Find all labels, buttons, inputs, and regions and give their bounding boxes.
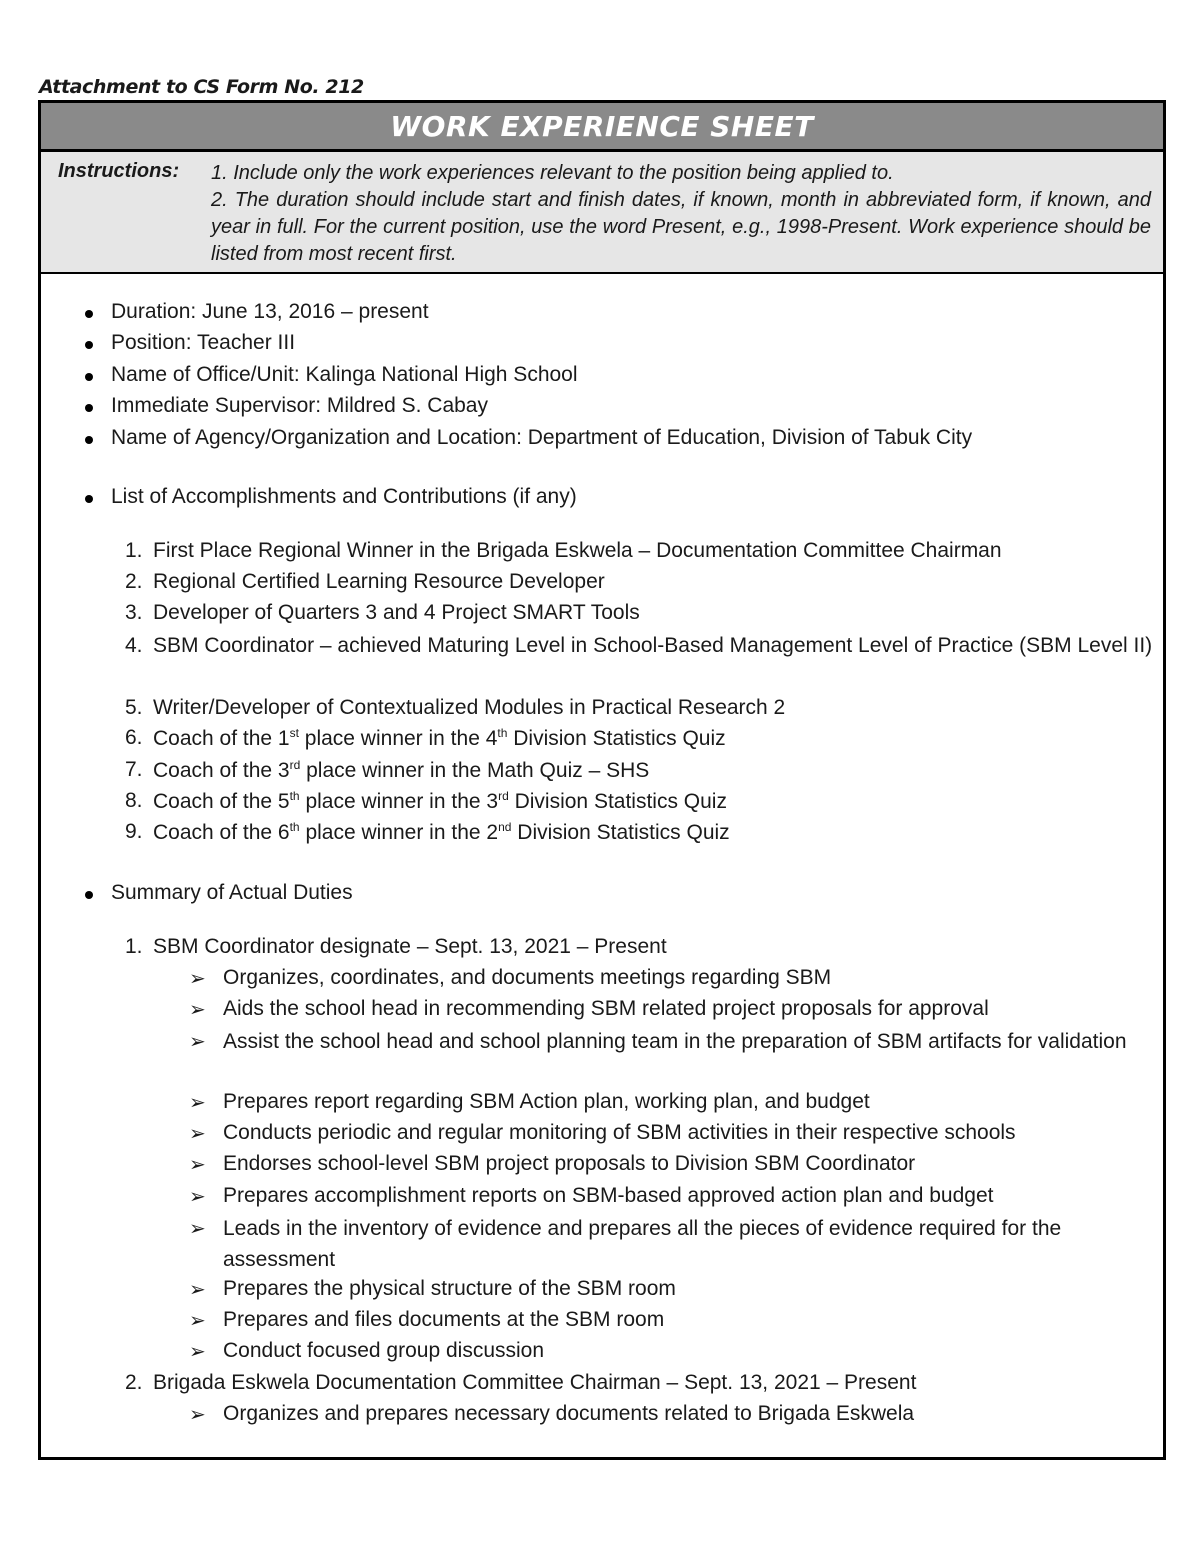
attachment-label: Attachment to CS Form No. 212 <box>39 76 364 98</box>
duty-task: ➢ Prepares the physical structure of the SBM room <box>223 1277 1153 1301</box>
duty-role: 2. Brigada Eskwela Documentation Committee Chairman – Sept. 13, 2021 – Present <box>125 1371 917 1394</box>
accomplishment-item: 9. Coach of the 6th place winner in the 2nd Division Statistics Quiz <box>125 820 730 844</box>
work-experience-sheet <box>38 100 1166 1460</box>
duty-role: 1. SBM Coordinator designate – Sept. 13, 2021 – Present <box>125 935 667 958</box>
duration-item: Duration: June 13, 2016 – present <box>111 300 429 323</box>
duty-task: ➢ Conducts periodic and regular monitoring of SBM activities in their respective schools <box>223 1121 1153 1145</box>
agency-item: Name of Agency/Organization and Location: Department of Education, Division of Tabuk City <box>111 426 973 449</box>
sheet-title: WORK EXPERIENCE SHEET <box>390 109 814 143</box>
accomplishment-item: 8. Coach of the 5th place winner in the 3rd Division Statistics Quiz <box>125 789 727 813</box>
supervisor-item: Immediate Supervisor: Mildred S. Cabay <box>111 394 488 417</box>
duty-task: ➢ Assist the school head and school planning team in the preparation of SBM artifacts for validation <box>223 1026 1153 1057</box>
office-item: Name of Office/Unit: Kalinga National High School <box>111 363 578 386</box>
position-item: Position: Teacher III <box>111 331 296 354</box>
accomplishment-item: 1. First Place Regional Winner in the Brigada Eskwela – Documentation Committee Chairman <box>125 539 1002 562</box>
accomplishment-item: 4. SBM Coordinator – achieved Maturing Level in School-Based Management Level of Practice (SBM Level II) <box>125 634 1153 657</box>
instructions-box <box>41 152 1163 274</box>
instruction-1: 1. Include only the work experiences relevant to the position being applied to. <box>211 162 894 184</box>
accomplishment-item: 2. Regional Certified Learning Resource Developer <box>125 570 605 593</box>
accomplishment-item: 3. Developer of Quarters 3 and 4 Project SMART Tools <box>125 601 640 624</box>
duty-task: ➢ Organizes and prepares necessary documents related to Brigada Eskwela <box>223 1402 1153 1426</box>
instruction-2: 2. The duration should include start and finish dates, if known, month in abbreviated form, if known, and year in full. For the current position, use the word Present, e.g., 1998-Present. Work experience should be listed from most recent first. <box>211 189 1151 265</box>
duty-task: ➢ Endorses school-level SBM project proposals to Division SBM Coordinator <box>223 1152 1153 1176</box>
duty-task: ➢ Organizes, coordinates, and documents meetings regarding SBM <box>223 966 1153 990</box>
accomplishment-item: 5. Writer/Developer of Contextualized Modules in Practical Research 2 <box>125 696 786 719</box>
duty-task: ➢ Prepares and files documents at the SBM room <box>223 1308 1153 1332</box>
accomplishments-heading: List of Accomplishments and Contributions (if any) <box>111 485 577 508</box>
duties-heading: Summary of Actual Duties <box>111 881 353 904</box>
duty-task: ➢ Prepares report regarding SBM Action plan, working plan, and budget <box>223 1090 1153 1114</box>
duty-task: ➢ Prepares accomplishment reports on SBM-based approved action plan and budget <box>223 1184 1153 1208</box>
accomplishment-item: 6. Coach of the 1st place winner in the 4th Division Statistics Quiz <box>125 726 726 750</box>
accomplishment-item: 7. Coach of the 3rd place winner in the Math Quiz – SHS <box>125 758 650 782</box>
title-bar <box>41 103 1163 152</box>
instructions-label: Instructions: <box>58 160 180 182</box>
duty-task: ➢ Conduct focused group discussion <box>223 1339 1153 1363</box>
duty-task: ➢ Leads in the inventory of evidence and prepares all the pieces of evidence required for the assessment <box>223 1213 1153 1275</box>
duty-task: ➢ Aids the school head in recommending SBM related project proposals for approval <box>223 997 1153 1021</box>
